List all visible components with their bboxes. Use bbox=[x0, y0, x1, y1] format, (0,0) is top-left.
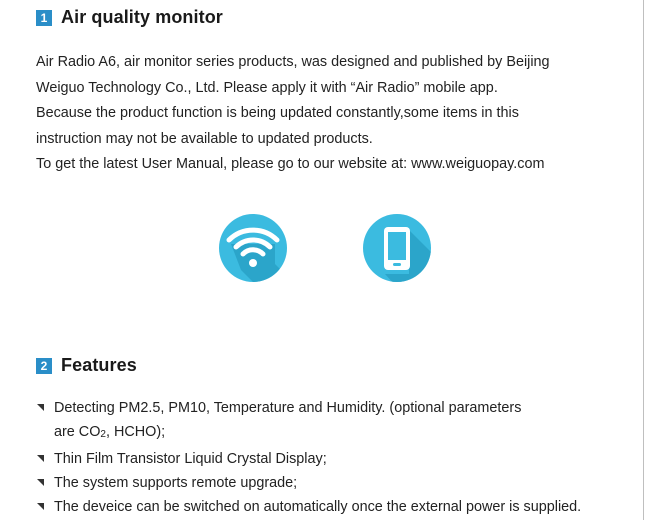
list-item bbox=[36, 447, 636, 471]
triangle-bullet-icon bbox=[36, 447, 46, 471]
wifi-icon bbox=[219, 214, 287, 282]
triangle-bullet-icon bbox=[36, 495, 46, 519]
features-list bbox=[36, 396, 636, 519]
feature-text: Thin Film Transistor Liquid Crystal Display; bbox=[54, 451, 327, 467]
feature-text: The deveice can be switched on automatically once the external power is supplied. bbox=[54, 499, 582, 515]
feature-text-continued bbox=[54, 420, 636, 447]
intro-line: Because the product function is being updated constantly,some items in this bbox=[36, 105, 519, 121]
feature-text: Detecting PM2.5, PM10, Temperature and Humidity. (optional parameters bbox=[54, 400, 522, 416]
list-item bbox=[36, 471, 636, 495]
feature-text: The system supports remote upgrade; bbox=[54, 475, 298, 491]
section-2-heading bbox=[36, 355, 137, 376]
triangle-bullet-icon bbox=[36, 396, 46, 420]
section-title: Features bbox=[61, 355, 137, 375]
section-title: Air quality monitor bbox=[61, 7, 223, 27]
intro-line: instruction may not be available to updated products. bbox=[36, 130, 373, 147]
intro-line: Air Radio A6, air monitor series products, was designed and published by Beijing bbox=[36, 54, 550, 70]
list-item bbox=[36, 495, 636, 519]
intro-line: Weiguo Technology Co., Ltd. Please apply it with “Air Radio” mobile app. bbox=[36, 79, 498, 96]
list-item bbox=[36, 396, 636, 447]
subscript: 2 bbox=[100, 429, 106, 440]
feature-text: are CO bbox=[54, 424, 101, 440]
section-number-badge: 2 bbox=[36, 358, 52, 374]
page-edge-rule bbox=[643, 0, 644, 520]
smartphone-icon bbox=[363, 214, 431, 282]
feature-text: , HCHO); bbox=[105, 424, 166, 440]
intro-line: To get the latest User Manual, please go to our website at: www.weiguopay.com bbox=[36, 156, 545, 172]
triangle-bullet-icon bbox=[36, 471, 46, 495]
section-number-badge: 1 bbox=[36, 10, 52, 26]
section-1-heading bbox=[36, 7, 223, 28]
intro-paragraph bbox=[36, 50, 626, 178]
